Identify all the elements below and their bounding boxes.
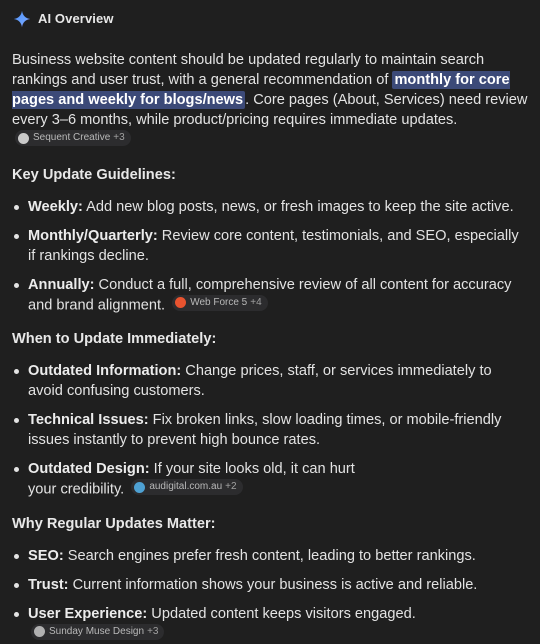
- item-label: User Experience:: [28, 606, 147, 622]
- item-text: Add new blog posts, news, or fresh images to keep the site active.: [83, 199, 514, 215]
- item-label: Monthly/Quarterly:: [28, 228, 158, 244]
- list-update-immediately: [12, 361, 530, 500]
- item-label: Trust:: [28, 577, 69, 593]
- source-favicon-icon: [34, 626, 45, 637]
- source-chip-sunday-muse-design[interactable]: [31, 624, 164, 640]
- item-text: If your site looks old, it can hurt your credibility.: [28, 461, 355, 498]
- source-chip-audigital[interactable]: [131, 479, 242, 495]
- list-item: [12, 410, 530, 450]
- source-favicon-icon: [134, 482, 145, 493]
- gemini-sparkle-icon: [13, 10, 31, 28]
- intro-paragraph: [12, 50, 530, 151]
- section-heading-key-guidelines: Key Update Guidelines:: [12, 165, 530, 185]
- item-text: Search engines prefer fresh content, leading to better rankings.: [64, 548, 476, 564]
- item-label: Weekly:: [28, 199, 83, 215]
- list-item: [12, 197, 530, 217]
- source-chip-web-force-5[interactable]: [172, 295, 267, 311]
- list-key-guidelines: [12, 197, 530, 316]
- ai-overview-header: [12, 8, 530, 30]
- source-more-count: +3: [147, 624, 158, 640]
- ai-overview-title: AI Overview: [38, 9, 114, 29]
- item-label: SEO:: [28, 548, 64, 564]
- list-item: [12, 546, 530, 566]
- item-text: Updated content keeps visitors engaged.: [147, 606, 416, 622]
- item-text: Conduct a full, comprehensive review of all content for accuracy and brand alignment.: [28, 277, 511, 314]
- item-label: Outdated Information:: [28, 363, 181, 379]
- item-label: Annually:: [28, 277, 94, 293]
- source-favicon-icon: [175, 297, 186, 308]
- source-name: Sequent Creative: [33, 130, 110, 146]
- intro-text-after: . Core pages (About, Services) need review every 3–6 months, while product/pricing requires immediate updates.: [12, 92, 527, 128]
- item-label: Outdated Design:: [28, 461, 150, 477]
- intro-text-before: Business website content should be updated regularly to maintain search rankings and user trust, with a general recommendation of: [12, 52, 484, 88]
- source-favicon-icon: [18, 133, 29, 144]
- list-item: [12, 459, 530, 500]
- item-text: Change prices, staff, or services immediately to avoid confusing customers.: [28, 363, 492, 399]
- source-chip-sequent-creative[interactable]: [15, 130, 131, 146]
- list-item: [12, 575, 530, 595]
- source-name: Sunday Muse Design: [49, 624, 144, 640]
- list-why-updates-matter: [12, 546, 530, 644]
- intro-highlight: monthly for core pages and weekly for blogs/news: [12, 71, 510, 109]
- item-text: Current information shows your business is active and reliable.: [69, 577, 478, 593]
- source-name: audigital.com.au: [149, 479, 222, 495]
- section-heading-why-updates-matter: Why Regular Updates Matter:: [12, 514, 530, 534]
- item-label: Technical Issues:: [28, 412, 149, 428]
- list-item: [12, 361, 530, 401]
- item-text: Fix broken links, slow loading times, or mobile-friendly issues instantly to prevent high bounce rates.: [28, 412, 501, 448]
- item-text: Review core content, testimonials, and SEO, especially if rankings decline.: [28, 228, 519, 264]
- source-more-count: +3: [113, 130, 124, 146]
- source-name: Web Force 5: [190, 295, 247, 311]
- source-more-count: +4: [250, 295, 261, 311]
- list-item: [12, 275, 530, 316]
- list-item: [12, 604, 530, 644]
- section-heading-update-immediately: When to Update Immediately:: [12, 329, 530, 349]
- source-more-count: +2: [225, 479, 236, 495]
- list-item: [12, 226, 530, 266]
